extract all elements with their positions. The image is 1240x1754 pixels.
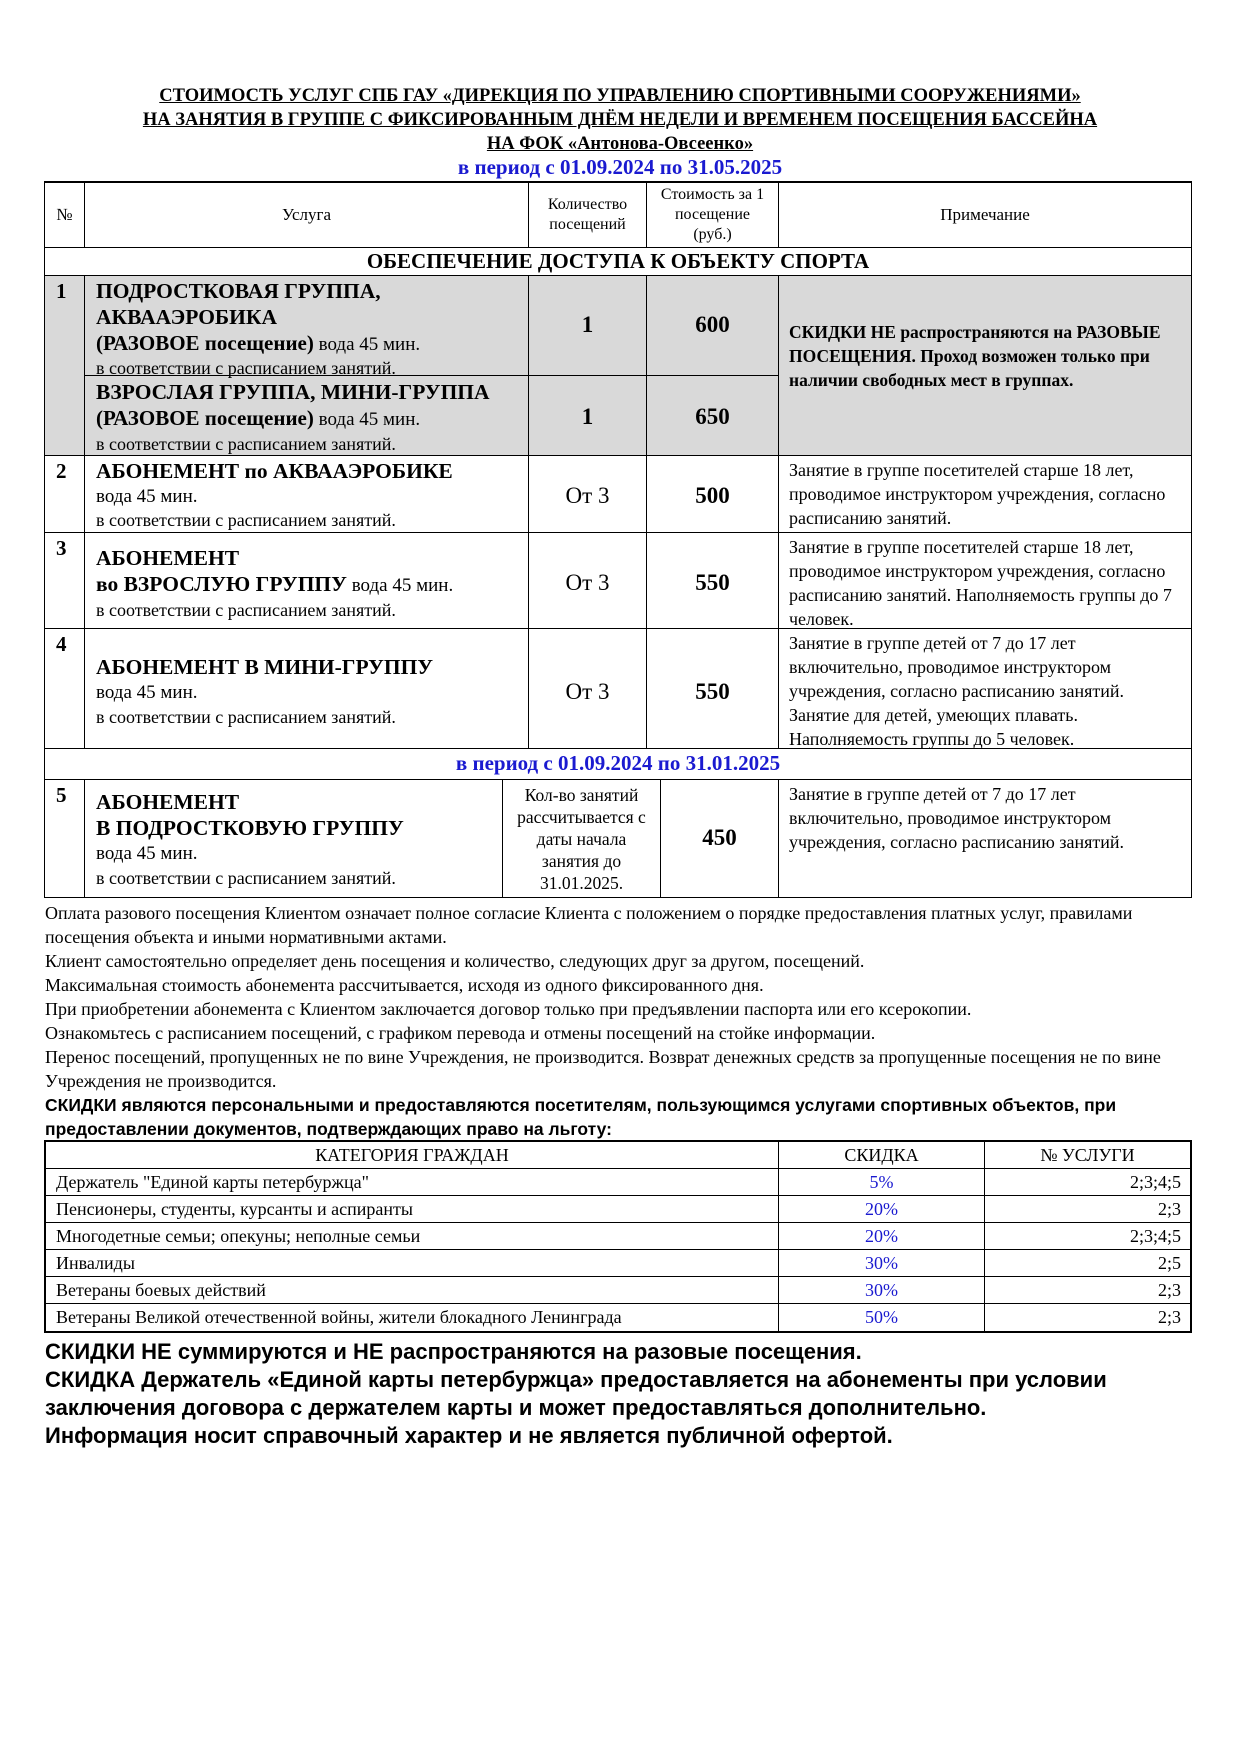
row1b-water: вода 45 мин. <box>313 409 421 430</box>
footer-line3: Информация носит справочный характер и не является публичной офертой. <box>45 1423 893 1448</box>
period-heading-1: в период с 01.09.2024 по 31.05.2025 <box>457 155 783 179</box>
discount-category: Пенсионеры, студенты, курсанты и аспиранты <box>56 1199 413 1219</box>
row5-title1: АБОНЕМЕНТ <box>96 790 240 814</box>
header-count: Количество посещений <box>547 195 628 233</box>
row2-service <box>96 458 526 530</box>
paragraph: Ознакомьтесь с расписанием посещений, с графиком перевода и отмены посещений на стойке информации. <box>45 1023 876 1043</box>
row5-water: вода 45 мин. <box>96 843 198 864</box>
row5-title2: В ПОДРОСТКОВУЮ ГРУППУ <box>96 816 404 840</box>
table-line <box>1191 181 1192 898</box>
table-line <box>778 779 779 897</box>
header-num: № <box>56 204 73 224</box>
period-heading-2: в период с 01.09.2024 по 31.01.2025 <box>455 751 781 775</box>
row3-schedule: в соответствии с расписанием занятий. <box>96 600 396 620</box>
row1-note: СКИДКИ НЕ распространяются на РАЗОВЫЕ ПОСЕЩЕНИЯ. Проход возможен только при наличии свободных мест в группах. <box>789 322 1161 390</box>
discount-value: 50% <box>865 1307 898 1327</box>
row3-price: 550 <box>695 570 730 595</box>
discount-services: 2;3 <box>1157 1307 1181 1327</box>
discount-header-category: КАТЕГОРИЯ ГРАЖДАН <box>315 1144 509 1165</box>
discount-value: 5% <box>869 1172 894 1192</box>
row1b-schedule: в соответствии с расписанием занятий. <box>96 434 396 454</box>
table-line <box>44 181 45 898</box>
row2-title: АБОНЕМЕНТ по АКВААЭРОБИКЕ <box>96 459 453 483</box>
row1b-count: 1 <box>581 404 594 429</box>
discount-services: 2;3;4;5 <box>1129 1172 1181 1192</box>
row5-count: Кол-во занятий рассчитывается с даты начала занятия до 31.01.2025. <box>517 784 646 893</box>
row3-count: От 3 <box>565 570 610 595</box>
row3-num: 3 <box>56 536 67 560</box>
row3-note: Занятие в группе посетителей старше 18 лет, проводимое инструктором учреждения, согласно расписанию занятий. Наполняемость группы до 7 человек. <box>789 537 1172 629</box>
row3-water: вода 45 мин. <box>346 575 454 596</box>
paragraph: Перенос посещений, пропущенных не по вине Учреждения, не производится. Возврат денежных средств за пропущенные посещения не по вине Учреждения не производится. <box>45 1047 1161 1091</box>
row2-note: Занятие в группе посетителей старше 18 лет, проводимое инструктором учреждения, согласно расписанию занятий. <box>789 460 1166 528</box>
row5-schedule: в соответствии с расписанием занятий. <box>96 868 396 888</box>
discount-value: 30% <box>865 1253 898 1273</box>
row5-service <box>96 789 496 889</box>
section-title: ОБЕСПЕЧЕНИЕ ДОСТУПА К ОБЪЕКТУ СПОРТА <box>366 249 870 273</box>
row3-title1: АБОНЕМЕНТ <box>96 546 240 570</box>
header-service: Услуга <box>281 204 332 224</box>
paragraph: При приобретении абонемента с Клиентом заключается договор только при предъявлении паспорта или его ксерокопии. <box>45 999 972 1019</box>
row1a-price: 600 <box>695 312 730 337</box>
row5-price: 450 <box>702 825 737 850</box>
paragraph: Максимальная стоимость абонемента рассчитывается, исходя из одного фиксированного дня. <box>45 975 764 995</box>
discount-services: 2;3;4;5 <box>1129 1226 1181 1246</box>
row1b-service <box>96 379 526 455</box>
row1a-count: 1 <box>581 312 594 337</box>
row5-note: Занятие в группе детей от 7 до 17 лет включительно, проводимое инструктором учреждения, согласно расписанию занятий. <box>789 784 1125 852</box>
table-line <box>84 275 85 748</box>
row2-count: От 3 <box>565 483 610 508</box>
paragraph: Оплата разового посещения Клиентом означает полное согласие Клиента с положением о порядке предоставления платных услуг, правилами посещения объекта и иными нормативными актами. <box>45 903 1133 947</box>
discount-services: 2;3 <box>1157 1199 1181 1219</box>
discount-services: 2;5 <box>1157 1253 1181 1273</box>
discount-value: 20% <box>865 1226 898 1246</box>
header-price: Стоимость за 1 посещение (руб.) <box>660 185 765 243</box>
discount-table-border-bottom <box>44 1331 1192 1333</box>
row1a-water: вода 45 мин. <box>313 334 421 355</box>
row1a-title1: ПОДРОСТКОВАЯ ГРУППА, <box>96 279 381 303</box>
row2-water: вода 45 мин. <box>96 486 198 507</box>
row3-title2: во ВЗРОСЛУЮ ГРУППУ <box>96 572 347 596</box>
row1b-title2: (РАЗОВОЕ посещение) <box>96 406 314 430</box>
row3-service <box>96 545 526 621</box>
doc-title-line3: НА ФОК «Антонова-Овсеенко» <box>486 134 754 154</box>
row2-schedule: в соответствии с расписанием занятий. <box>96 510 396 530</box>
doc-title-line2: НА ЗАНЯТИЯ В ГРУППЕ С ФИКСИРОВАННЫМ ДНЁМ НЕДЕЛИ И ВРЕМЕНЕМ ПОСЕЩЕНИЯ БАССЕЙНА <box>142 110 1098 130</box>
table-line <box>84 779 85 897</box>
discount-category: Ветераны Великой отечественной войны, жители блокадного Ленинграда <box>56 1307 622 1327</box>
table-line <box>778 275 779 748</box>
row1a-schedule: в соответствии с расписанием занятий. <box>96 358 396 378</box>
discount-header-services: № УСЛУГИ <box>1040 1144 1135 1165</box>
row1a-title2: АКВААЭРОБИКА <box>96 305 277 329</box>
discount-category: Многодетные семьи; опекуны; неполные семьи <box>56 1226 421 1246</box>
row4-title: АБОНЕМЕНТ В МИНИ-ГРУППУ <box>96 655 434 679</box>
table-border-bottom <box>44 897 1192 898</box>
row1b-title1: ВЗРОСЛАЯ ГРУППА, МИНИ-ГРУППА <box>96 380 490 404</box>
row1a-title3: (РАЗОВОЕ посещение) <box>96 331 314 355</box>
row1-num: 1 <box>56 279 67 303</box>
discount-intro: СКИДКИ являются персональными и предоставляются посетителям, пользующимся услугами спортивных объектов, при предоставлении документов, подтверждающих право на льготу: <box>45 1095 1117 1139</box>
paragraph: Клиент самостоятельно определяет день посещения и количество, следующих друг за другом, посещений. <box>45 951 865 971</box>
header-note: Примечание <box>940 204 1030 224</box>
discount-header-discount: СКИДКА <box>844 1144 919 1165</box>
row1a-service <box>96 278 526 378</box>
row4-water: вода 45 мин. <box>96 682 198 703</box>
doc-title-line1: СТОИМОСТЬ УСЛУГ СПБ ГАУ «ДИРЕКЦИЯ ПО УПРАВЛЕНИЮ СПОРТИВНЫМИ СООРУЖЕНИЯМИ» <box>159 86 1081 106</box>
table-line <box>44 275 1192 276</box>
row1b-price: 650 <box>695 404 730 429</box>
row4-price: 550 <box>695 679 730 704</box>
row4-count: От 3 <box>565 679 610 704</box>
discount-value: 30% <box>865 1280 898 1300</box>
discount-category: Ветераны боевых действий <box>56 1280 266 1300</box>
table-line <box>44 455 1192 456</box>
discount-value: 20% <box>865 1199 898 1219</box>
row2-num: 2 <box>56 459 67 483</box>
row2-price: 500 <box>695 483 730 508</box>
row4-num: 4 <box>56 632 67 656</box>
row4-schedule: в соответствии с расписанием занятий. <box>96 707 396 727</box>
discount-category: Держатель "Единой карты петербуржца" <box>56 1172 369 1192</box>
table-line <box>44 532 1192 533</box>
footer-line1: СКИДКИ НЕ суммируются и НЕ распространяются на разовые посещения. <box>45 1339 862 1364</box>
row4-note: Занятие в группе детей от 7 до 17 лет включительно, проводимое инструктором учреждения, согласно расписанию занятий. Занятие для детей, умеющих плавать. Наполняемость группы до 5 человек. <box>789 633 1125 749</box>
discount-services: 2;3 <box>1157 1280 1181 1300</box>
discount-category: Инвалиды <box>56 1253 135 1273</box>
row4-service <box>96 654 526 728</box>
footer-line2: СКИДКА Держатель «Единой карты петербуржца» предоставляется на абонементы при условии заключения договора с держателем карты и может предоставляться дополнительно. <box>45 1367 1107 1420</box>
row5-num: 5 <box>56 783 67 807</box>
table-line <box>44 779 1192 780</box>
